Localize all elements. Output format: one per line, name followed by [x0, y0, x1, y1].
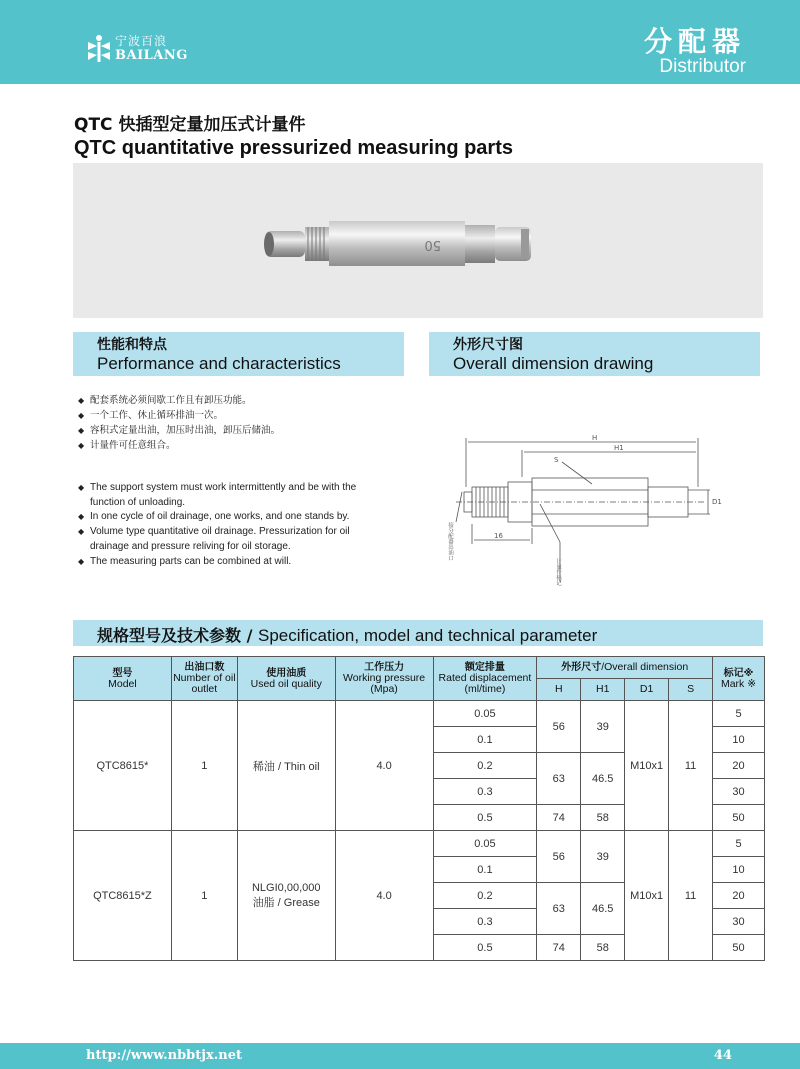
cell-mark: 50 [713, 935, 765, 961]
cell-displacement: 0.3 [433, 909, 537, 935]
product-photo [73, 163, 763, 318]
note-outlet: 接分配器出油口 [447, 522, 453, 561]
cell-displacement: 0.2 [433, 753, 537, 779]
header-outlets: 出油口数 Number of oil outlet [171, 657, 237, 701]
features-list-cn [78, 393, 280, 453]
cell-mark: 30 [713, 909, 765, 935]
product-title-en: QTC quantitative pressurized measuring parts [74, 137, 513, 159]
cell-displacement: 0.05 [433, 701, 537, 727]
table-row [74, 831, 765, 857]
cell-s: 11 [669, 831, 713, 961]
cell-mark: 50 [713, 805, 765, 831]
cell-h: 63 [537, 753, 581, 805]
cell-displacement: 0.1 [433, 727, 537, 753]
header-d1: D1 [625, 679, 669, 701]
dim-label-h1: H1 [614, 444, 624, 452]
category-title-en: Distributor [659, 56, 746, 77]
spec-title-en: Specification, model and technical parameter [258, 626, 598, 645]
cell-mark: 10 [713, 857, 765, 883]
dim-label-h: H [592, 434, 598, 442]
part-marking: 50 [424, 237, 441, 252]
cell-h1: 58 [581, 805, 625, 831]
website-link[interactable]: http://www.nbbtjx.net [86, 1048, 242, 1063]
header-h: H [537, 679, 581, 701]
cell-h: 56 [537, 701, 581, 753]
page-header [0, 0, 800, 84]
cell-mark: 20 [713, 753, 765, 779]
logo-english-name: BAILANG [115, 47, 188, 63]
cell-h1: 39 [581, 831, 625, 883]
spec-section-header [73, 620, 763, 646]
cell-oil: 稀油 / Thin oil [237, 701, 335, 831]
cell-outlets: 1 [171, 701, 237, 831]
cell-displacement: 0.5 [433, 935, 537, 961]
cell-mark: 5 [713, 701, 765, 727]
dim-label-s: S [554, 456, 559, 464]
header-overall-dimension: 外形尺寸/Overall dimension [537, 657, 713, 679]
features-list-en [78, 481, 388, 569]
cell-mark: 10 [713, 727, 765, 753]
page-number: 44 [713, 1048, 732, 1063]
dim-label-16: 16 [494, 532, 503, 540]
dimension-drawing [442, 432, 732, 592]
logo-chinese-name: 宁波百浪 [115, 33, 168, 48]
cell-displacement: 0.1 [433, 857, 537, 883]
diamond-bullet-icon: ◆ [78, 512, 85, 522]
header-s: S [669, 679, 713, 701]
diamond-bullet-icon: ◆ [78, 426, 85, 435]
header-model: 型号 Model [74, 657, 172, 701]
list-item: ◆ Volume type quantitative oil drainage. Pressurization for oil drainage and pressure reliving for oil storage. [78, 526, 350, 552]
spec-table [73, 656, 765, 961]
product-title [74, 110, 513, 160]
cell-model: QTC8615*Z [74, 831, 172, 961]
list-item: ◆ The measuring parts can be combined at will. [78, 555, 388, 570]
cell-outlets: 1 [171, 831, 237, 961]
cell-h1: 46.5 [581, 883, 625, 935]
header-displacement: 额定排量 Rated displacement (ml/time) [433, 657, 537, 701]
diamond-bullet-icon: ◆ [78, 556, 85, 566]
cell-s: 11 [669, 701, 713, 831]
cell-h: 74 [537, 805, 581, 831]
cell-oil: NLGI0,00,000 油脂 / Grease [237, 831, 335, 961]
measuring-part-image [73, 163, 763, 318]
header-h1: H1 [581, 679, 625, 701]
dimension-title-cn: 外形尺寸图 [453, 337, 523, 353]
cell-displacement: 0.5 [433, 805, 537, 831]
list-item: ◆ 容积式定量出油，加压时出油，卸压后储油。 [78, 425, 281, 436]
cell-mark: 5 [713, 831, 765, 857]
cell-pressure: 4.0 [335, 831, 433, 961]
cell-displacement: 0.2 [433, 883, 537, 909]
category-title-cn: 分配器 [643, 25, 746, 58]
cell-d1: M10x1 [625, 831, 669, 961]
cell-displacement: 0.3 [433, 779, 537, 805]
cell-mark: 20 [713, 883, 765, 909]
diamond-bullet-icon: ◆ [78, 411, 85, 420]
cell-d1: M10x1 [625, 701, 669, 831]
table-row [74, 701, 765, 727]
dimension-title-en: Overall dimension drawing [453, 354, 654, 373]
cell-displacement: 0.05 [433, 831, 537, 857]
diamond-bullet-icon: ◆ [78, 483, 85, 492]
diamond-bullet-icon: ◆ [78, 527, 85, 537]
cell-h1: 58 [581, 935, 625, 961]
cell-model: QTC8615* [74, 701, 172, 831]
cell-h1: 39 [581, 701, 625, 753]
cell-h: 63 [537, 883, 581, 935]
list-item: ◆ The support system must work intermittently and be with the function of unloading. [78, 482, 357, 508]
performance-section-header [73, 332, 404, 376]
cell-h: 56 [537, 831, 581, 883]
header-pressure: 工作压力 Working pressure (Mpa) [335, 657, 433, 701]
cell-h1: 46.5 [581, 753, 625, 805]
cell-pressure: 4.0 [335, 701, 433, 831]
cell-mark: 30 [713, 779, 765, 805]
list-item: ◆ In one cycle of oil drainage, one works, and one stands by. [78, 510, 388, 525]
page-footer [0, 1043, 800, 1069]
list-item: ◆ 计量件可任意组合。 [78, 440, 176, 451]
note-mark: 计量件标记 [555, 558, 561, 586]
diamond-bullet-icon: ◆ [78, 441, 85, 450]
header-oil-quality: 使用油质 Used oil quality [237, 657, 335, 701]
product-title-cn: QTC 快插型定量加压式计量件 [74, 115, 306, 135]
list-item: ◆ 一个工作、休止循环排油一次。 [78, 410, 224, 421]
cell-h: 74 [537, 935, 581, 961]
list-item: ◆ 配套系统必须间歇工作且有卸压功能。 [78, 395, 252, 406]
performance-title-en: Performance and characteristics [97, 354, 341, 373]
bailang-logo-icon [86, 32, 112, 64]
dimension-section-header [429, 332, 760, 376]
header-mark: 标记※ Mark ※ [713, 657, 765, 701]
performance-title-cn: 性能和特点 [97, 337, 167, 353]
company-logo [86, 32, 188, 64]
dim-label-d1: D1 [712, 498, 722, 506]
diamond-bullet-icon: ◆ [78, 396, 85, 405]
spec-title-cn: 规格型号及技术参数 / [97, 626, 258, 645]
